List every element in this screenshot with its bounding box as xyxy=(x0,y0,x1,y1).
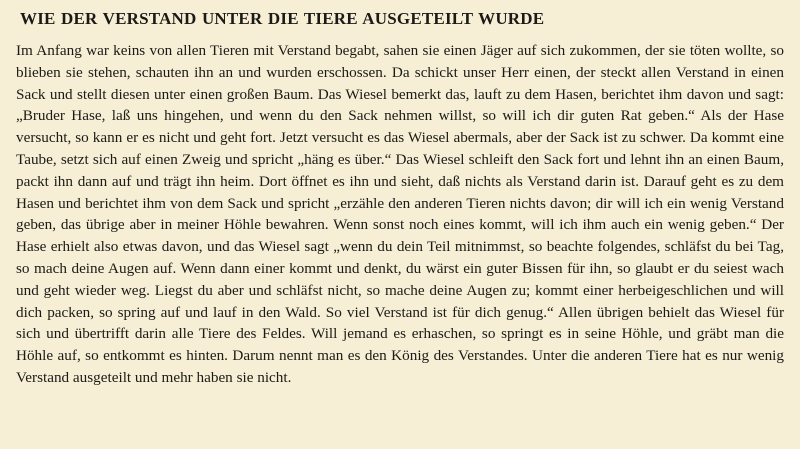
story-body-text: Im Anfang war keins von allen Tieren mit Verstand begabt, sahen sie einen Jäger auf sich zukommen, der sie töten wollte, so blieben sie stehen, schauten ihn an und wurden erschossen. Da schickt unser Herr einen, der steckt allen Verstand in einen Sack und stellt diesen unter einen großen Baum. Das Wiesel bemerkt das, lauft zu dem Hasen, berichtet ihm davon und sagt: „Bruder Hase, laß uns hingehen, und wenn du den Sack nehmen willst, so will ich dir guten Rat geben.“ Als der Hase versucht, so kann er es nicht und geht fort. Jetzt versucht es das Wiesel abermals, aber der Sack ist zu schwer. Da kommt eine Taube, setzt sich auf einen Zweig und spricht „häng es über.“ Das Wiesel schleift den Sack fort und lehnt ihn an einen Baum, packt ihn dann auf und trägt ihn heim. Dort öffnet es ihn und sieht, daß nichts als Verstand darin ist. Darauf geht es zu dem Hasen und berichtet ihm von dem Sack und spricht „erzähle den anderen Tieren nichts davon; dir will ich ein wenig Verstand geben, das übrige aber in meiner Höhle bewahren. Wenn sonst noch eines kommt, will ich ihm auch ein wenig geben.“ Der Hase erhielt also etwas davon, und das Wiesel sagt „wenn du dein Teil mitnimmst, so beachte folgendes, schläfst du bei Tag, so mach deine Augen auf. Wenn dann einer kommt und denkt, du wärst ein guter Bissen für ihn, so glaubt er du seiest wach und geht wieder weg. Liegst du aber und schläfst nicht, so mache deine Augen zu; kommt einer herbeigeschlichen und will dich packen, so spring auf und lauf in den Wald. So viel Verstand ist für dich genug.“ Allen übrigen behielt das Wiesel für sich und übertrifft darin alle Tiere des Feldes. Will jemand es erhaschen, so springt es in seine Höhle, und gräbt man die Höhle auf, so entkommt es hinten. Darum nennt man es den König des Verstandes. Unter die anderen Tiere hat es nur wenig Verstand ausgeteilt und mehr haben sie nicht. xyxy=(16,42,784,386)
story-title: WIE DER VERSTAND UNTER DIE TIERE AUSGETEILT WURDE xyxy=(20,9,545,28)
